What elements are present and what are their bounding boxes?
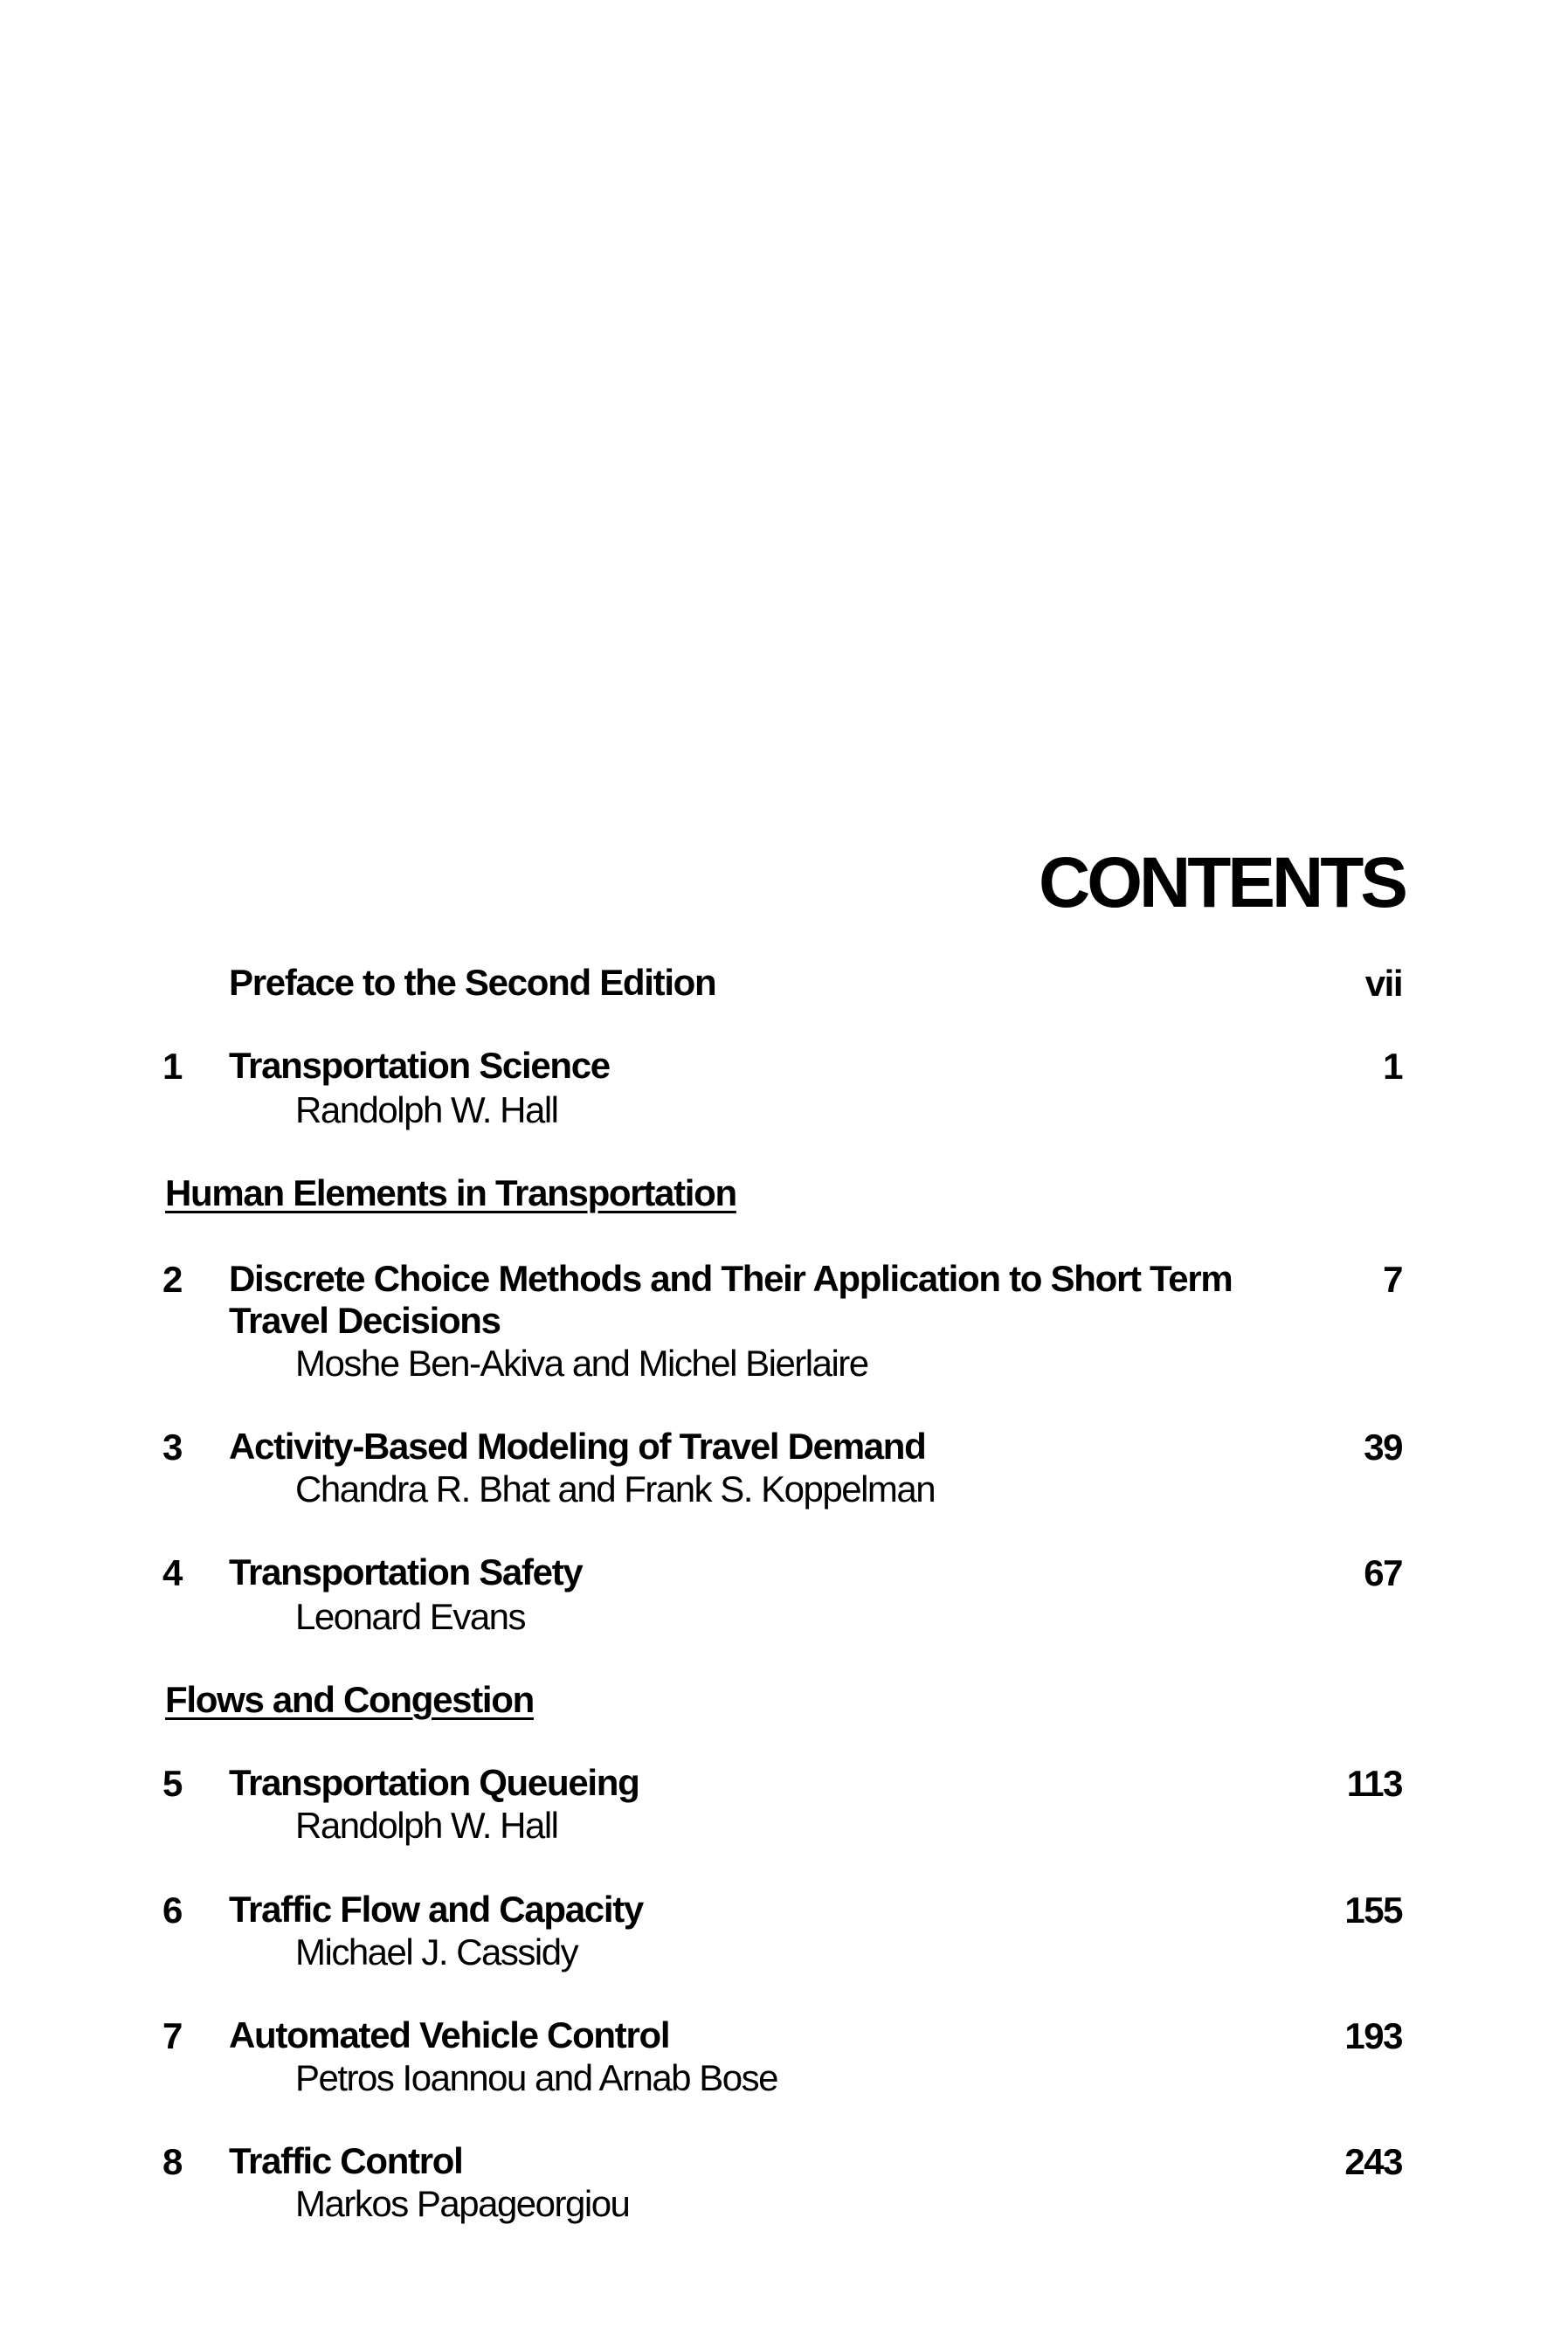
chapter-title: Transportation Queueing (229, 1762, 639, 1803)
chapter-title: Activity-Based Modeling of Travel Demand (229, 1426, 926, 1467)
chapter-title: Transportation Science (229, 1045, 610, 1086)
page-number: 113 (1346, 1763, 1402, 1804)
page-number: 155 (1344, 1889, 1402, 1931)
preface-title: Preface to the Second Edition (229, 962, 716, 1003)
page-number: vii (1364, 963, 1402, 1004)
chapter-number: 3 (162, 1427, 183, 1468)
section-heading-human-elements: Human Elements in Transportation (165, 1172, 736, 1213)
page-number: 1 (1383, 1046, 1402, 1087)
contents-heading: CONTENTS (1039, 843, 1405, 922)
chapter-number: 4 (162, 1552, 183, 1593)
chapter-number: 6 (162, 1889, 183, 1931)
chapter-title: Traffic Flow and Capacity (229, 1889, 643, 1930)
chapter-number: 1 (162, 1046, 183, 1087)
chapter-title: Discrete Choice Methods and Their Application to Short Term Travel Decisions (229, 1258, 1233, 1341)
chapter-number: 5 (162, 1763, 183, 1804)
chapter-author: Randolph W. Hall (295, 1089, 558, 1130)
chapter-author: Michael J. Cassidy (295, 1931, 578, 1972)
chapter-author: Randolph W. Hall (295, 1805, 558, 1846)
chapter-number: 8 (162, 2141, 183, 2182)
chapter-author: Markos Papageorgiou (295, 2183, 630, 2224)
page-number: 193 (1344, 2015, 1402, 2056)
chapter-author: Chandra R. Bhat and Frank S. Koppelman (295, 1468, 936, 1510)
chapter-number: 2 (162, 1259, 183, 1300)
chapter-number: 7 (162, 2015, 183, 2056)
page-number: 67 (1364, 1552, 1402, 1593)
chapter-author: Petros Ioannou and Arnab Bose (295, 2057, 777, 2098)
chapter-author: Moshe Ben-Akiva and Michel Bierlaire (295, 1343, 868, 1384)
page-number: 39 (1364, 1427, 1402, 1468)
page-number: 7 (1383, 1259, 1402, 1300)
chapter-title: Automated Vehicle Control (229, 2014, 670, 2055)
chapter-title: Traffic Control (229, 2140, 463, 2181)
chapter-author: Leonard Evans (295, 1596, 526, 1637)
chapter-title: Transportation Safety (229, 1551, 583, 1592)
page-number: 243 (1344, 2141, 1402, 2182)
section-heading-flows-congestion: Flows and Congestion (165, 1679, 534, 1720)
